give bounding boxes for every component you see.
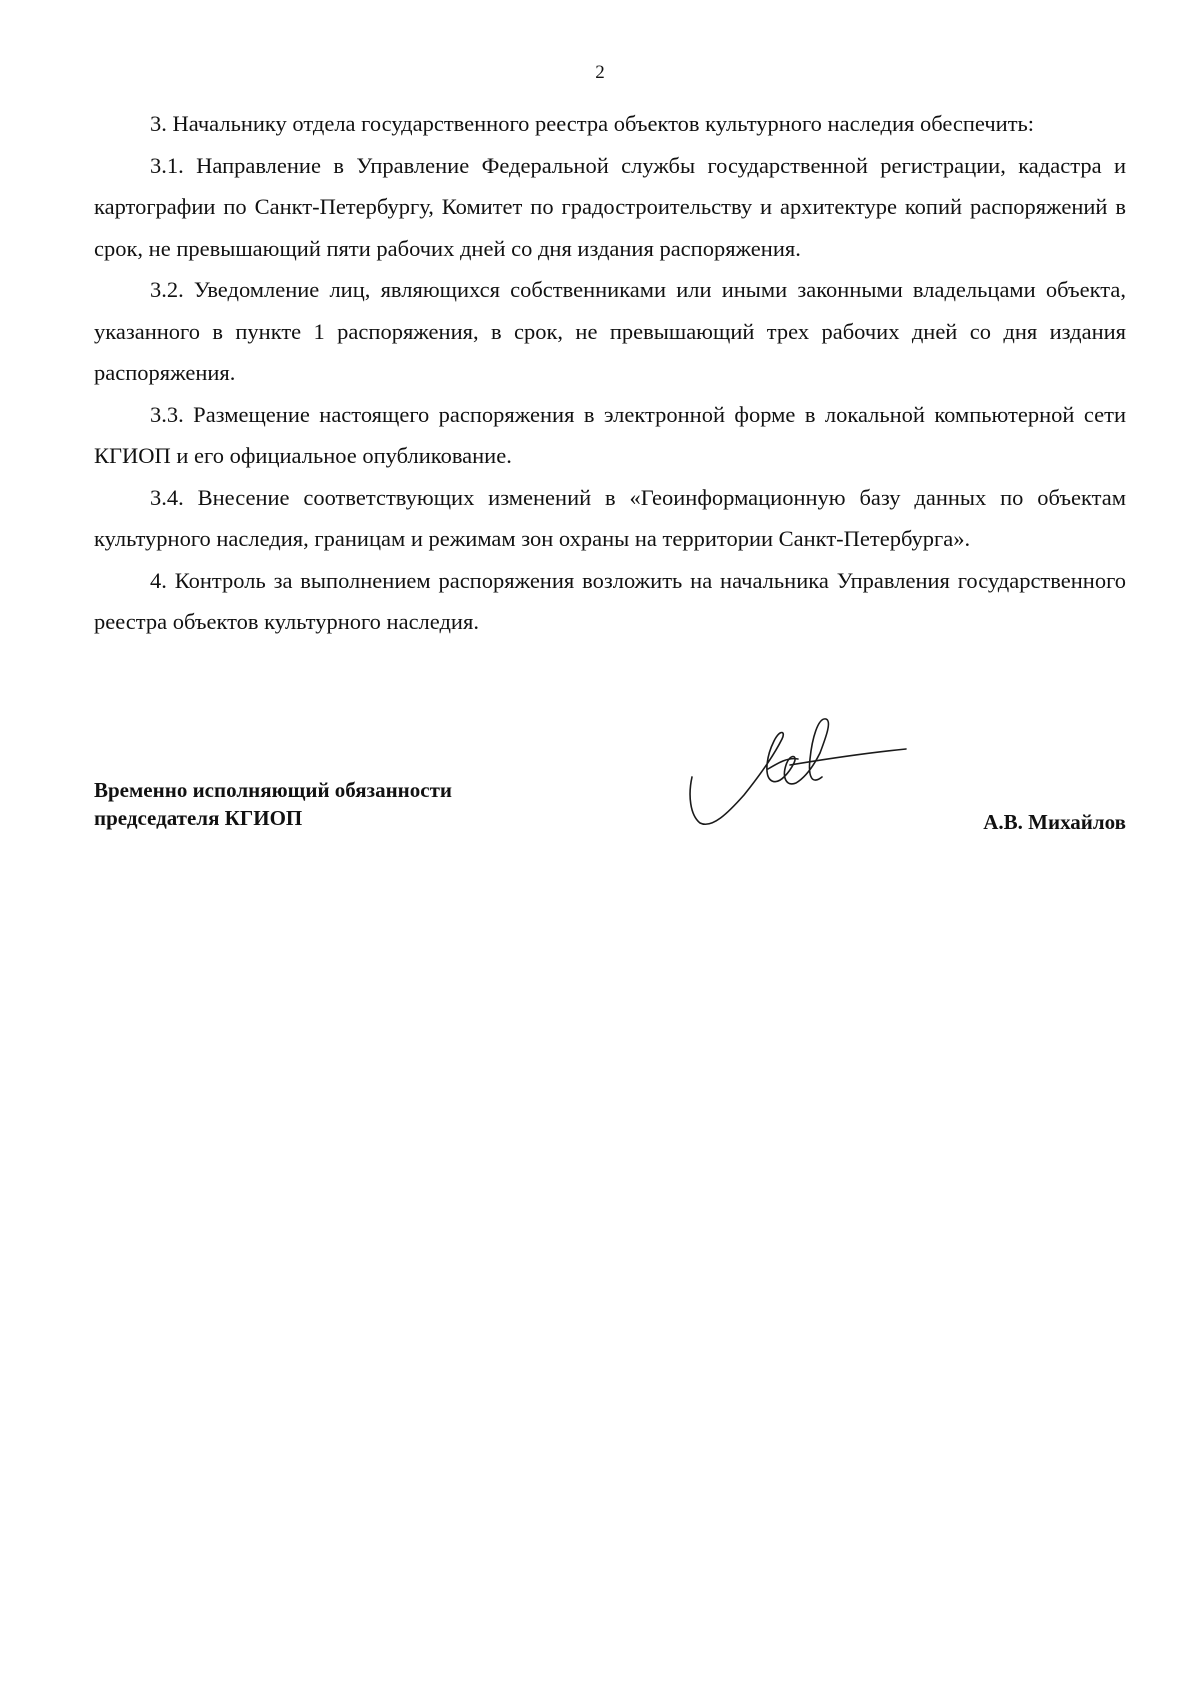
signatory-name: А.В. Михайлов (983, 810, 1126, 834)
paragraph-4: 4. Контроль за выполнением распоряжения возложить на начальника Управления государственного реестра объектов культурного наследия. (94, 567, 1126, 634)
signatory-title-line2: председателя КГИОП (94, 806, 303, 830)
signatory-title-line1: Временно исполняющий обязанности (94, 778, 453, 802)
page-number: 2 (595, 62, 605, 83)
paragraph-3: 3. Начальнику отдела государственного реестра объектов культурного наследия обеспечить: (150, 111, 1035, 136)
signature-block (94, 778, 1126, 878)
document-body (94, 103, 1126, 643)
paragraph-3-4: 3.4. Внесение соответствующих изменений в «Геоинформационную базу данных по объектам культурного наследия, границам и режимам зон охраны на территории Санкт-Петербурга». (94, 484, 1126, 551)
paragraph-3-2: 3.2. Уведомление лиц, являющихся собственниками или иными законными владельцами объекта, указанного в пункте 1 распоряжения, в срок, не превышающий трех рабочих дней со дня издания распоряжения. (94, 277, 1126, 385)
paragraph-3-1: 3.1. Направление в Управление Федеральной службы государственной регистрации, кадастра и картографии по Санкт-Петербургу, Комитет по градостроительству и архитектуре копий распоряжений в срок, не превышающий пяти рабочих дней со дня издания распоряжения. (94, 152, 1126, 261)
paragraph-3-3: 3.3. Размещение настоящего распоряжения в электронной форме в локальной компьютерной сети КГИОП и его официальное опубликование. (94, 401, 1126, 468)
